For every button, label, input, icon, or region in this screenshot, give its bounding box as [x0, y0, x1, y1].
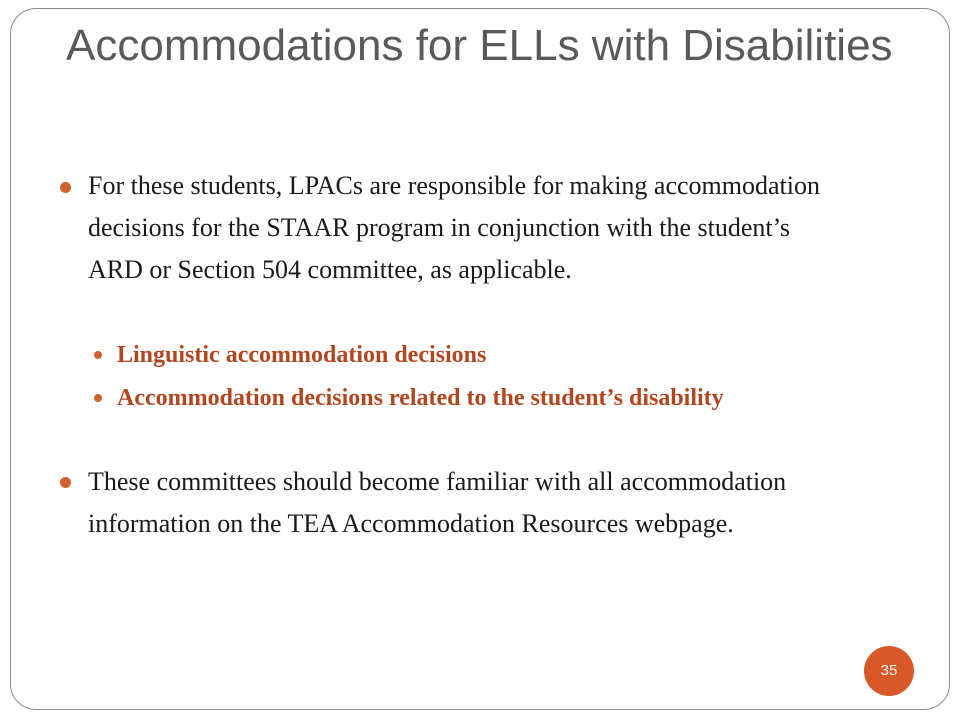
slide-title: Accommodations for ELLs with Disabilities: [66, 21, 893, 70]
bullet-item-2: These committees should become familiar with all accommodation information on the TEA Accommodation Resources webpage.: [88, 467, 787, 538]
bullet-dot-icon: [60, 182, 71, 193]
sub-bullet-dot-icon: [94, 351, 102, 359]
page-number-badge: 35: [864, 646, 914, 696]
bullet-dot-icon: [60, 477, 71, 488]
bullet-item-1: For these students, LPACs are responsible for making accommodation decisions for the STAAR program in conjunction with the student’s ARD or Section 504 committee, as applicable.: [88, 171, 820, 284]
sub-bullet-item-1: Linguistic accommodation decisions: [117, 342, 487, 368]
sub-bullet-dot-icon: [94, 394, 102, 402]
sub-bullet-item-2: Accommodation decisions related to the student’s disability: [117, 385, 724, 411]
